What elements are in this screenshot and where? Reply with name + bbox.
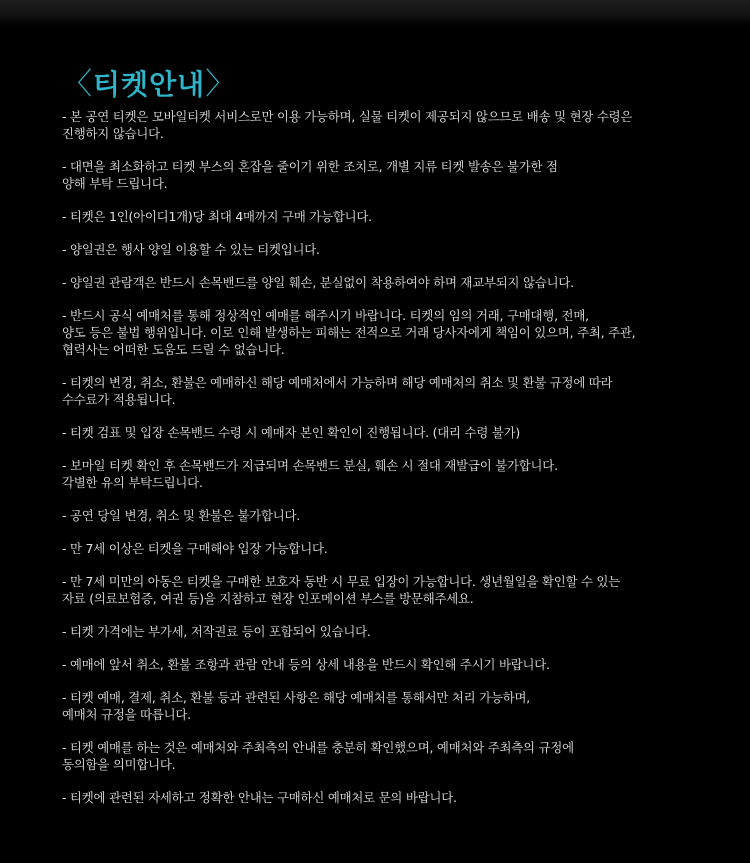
notice-item: - 양일권 관람객은 반드시 손목밴드를 양일 훼손, 분실없이 착용하여야 하며 재교부되지 않습니다. [62, 275, 574, 290]
page-title [62, 65, 236, 105]
notice-item: - 티켓 가격에는 부가세, 저작권료 등이 포함되어 있습니다. [62, 624, 371, 639]
notice-item: - 양일권은 행사 양일 이용할 수 있는 티켓입니다. [62, 242, 320, 257]
title-close-bracket: 〉 [205, 66, 237, 102]
notice-item: - 만 7세 미만의 아동은 티켓을 구매한 보호자 동반 시 무료 입장이 가능합니다. 생년월일을 확인할 수 있는 자료 (의료보험증, 여권 등)을 지참하고 현장 인포메이션 부스를 방문해주세요. [62, 574, 621, 606]
notice-item: - 티켓에 관련된 자세하고 정확한 안내는 구매하신 예매처로 문의 바랍니다. [62, 790, 457, 805]
notice-item: - 티켓 예매를 하는 것은 예매처와 주최측의 안내를 충분히 확인했으며, 예매처와 주최측의 규정에 동의함을 의미합니다. [62, 740, 574, 772]
notice-item: - 만 7세 이상은 티켓을 구매해야 입장 가능합니다. [62, 541, 328, 556]
notice-item: - 대면을 최소화하고 티켓 부스의 혼잡을 줄이기 위한 조치로, 개별 지류 티켓 발송은 불가한 점 양해 부탁 드립니다. [62, 159, 558, 191]
title-text: 티켓안내 [93, 67, 206, 101]
notice-item: - 티켓 검표 및 입장 손목밴드 수령 시 예매자 본인 확인이 진행됩니다. (대리 수령 불가) [62, 425, 521, 440]
notice-item: - 반드시 공식 예매처를 통해 정상적인 예매를 해주시기 바랍니다. 티켓의 임의 거래, 구매대행, 전매, 양도 등은 불법 행위입니다. 이로 인해 발생하는 피해는 전적으로 거래 당사자에게 책임이 있으며, 주최, 주관, 협력사는 어떠한 도움도 드릴 수 없습니다. [62, 308, 636, 357]
notice-item: - 티켓의 변경, 취소, 환불은 예매하신 해당 예매처에서 가능하며 해당 예매처의 취소 및 환불 규정에 따라 수수료가 적용됩니다. [62, 375, 613, 407]
notice-item: - 보마일 티켓 확인 후 손목밴드가 지급되며 손목밴드 분실, 훼손 시 절대 재발급이 불가합니다. 각별한 유의 부탁드립니다. [62, 458, 558, 490]
notice-item: - 공연 당일 변경, 취소 및 환불은 불가합니다. [62, 508, 300, 523]
notice-item: - 예매에 앞서 취소, 환불 조항과 관람 안내 등의 상세 내용을 반드시 확인해 주시기 바랍니다. [62, 657, 550, 672]
notice-list [62, 108, 702, 822]
notice-item: - 본 공연 티켓은 모바일티켓 서비스로만 이용 가능하며, 실물 티켓이 제공되지 않으므로 배송 및 현장 수령은 진행하지 않습니다. [62, 109, 633, 141]
notice-item: - 티켓은 1인(아이디1개)당 최대 4매까지 구매 가능합니다. [62, 209, 372, 224]
notice-item: - 티켓 예매, 결제, 취소, 환불 등과 관련된 사항은 해당 예매처를 통해서만 처리 가능하며, 예매처 규정을 따릅니다. [62, 690, 530, 722]
top-gradient-band [0, 0, 750, 26]
title-open-bracket: 〈 [62, 66, 93, 102]
